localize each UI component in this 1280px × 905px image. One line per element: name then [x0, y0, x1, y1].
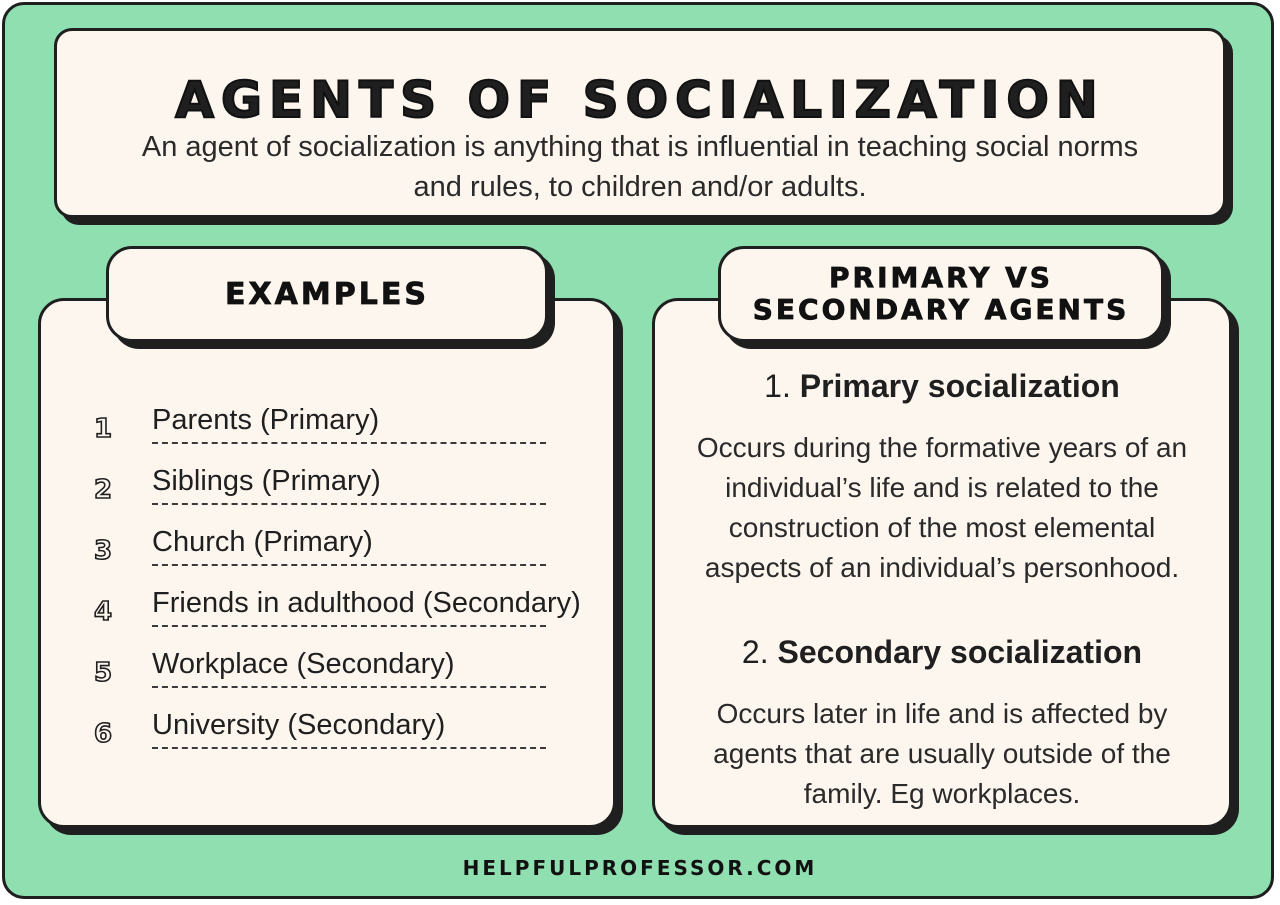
dashed-divider	[152, 564, 546, 566]
list-number: 3	[93, 536, 113, 566]
list-item	[88, 522, 588, 582]
list-item-label: Parents (Primary)	[152, 404, 380, 436]
list-item	[88, 644, 588, 704]
list-number: 6	[93, 719, 113, 749]
list-item-label: University (Secondary)	[152, 709, 446, 741]
section-number: 2.	[741, 634, 769, 670]
comparison-heading-line1: PRIMARY VS	[829, 261, 1053, 294]
list-item-label: Workplace (Secondary)	[152, 648, 455, 680]
page-title: AGENTS OF SOCIALIZATION	[175, 71, 1105, 129]
examples-heading: EXAMPLES	[106, 246, 548, 342]
list-item-label: Church (Primary)	[152, 526, 373, 558]
list-item	[88, 400, 588, 460]
list-item-label: Siblings (Primary)	[152, 465, 381, 497]
comparison-heading-line2: SECONDARY AGENTS	[752, 293, 1130, 326]
list-item	[88, 583, 588, 643]
footer-credit: HELPFULPROFESSOR.COM	[462, 856, 818, 880]
section-title: Primary socialization	[799, 368, 1120, 404]
title-card	[54, 28, 1226, 218]
list-number: 5	[93, 658, 113, 688]
list-item-label: Friends in adulthood (Secondary)	[152, 587, 581, 619]
secondary-section-heading	[652, 634, 1232, 671]
section-title: Secondary socialization	[777, 634, 1143, 670]
dashed-divider	[152, 625, 546, 627]
dashed-divider	[152, 442, 546, 444]
dashed-divider	[152, 686, 546, 688]
list-item	[88, 705, 588, 765]
list-number: 1	[93, 414, 113, 444]
comparison-heading	[718, 246, 1164, 342]
list-number: 4	[93, 597, 113, 627]
dashed-divider	[152, 747, 546, 749]
dashed-divider	[152, 503, 546, 505]
primary-section-body: Occurs during the formative years of an individual’s life and is related to the construction of the most elemental aspects of an individual’s personhood.	[696, 432, 1188, 583]
secondary-section-body: Occurs later in life and is affected by agents that are usually outside of the family. Eg workplaces.	[713, 698, 1171, 809]
section-number: 1.	[764, 368, 791, 404]
list-item	[88, 461, 588, 521]
primary-section-heading	[652, 368, 1232, 405]
subtitle: An agent of socialization is anything that is influential in teaching social norms and rules, to children and/or adults.	[141, 131, 1139, 203]
list-number: 2	[93, 475, 113, 505]
